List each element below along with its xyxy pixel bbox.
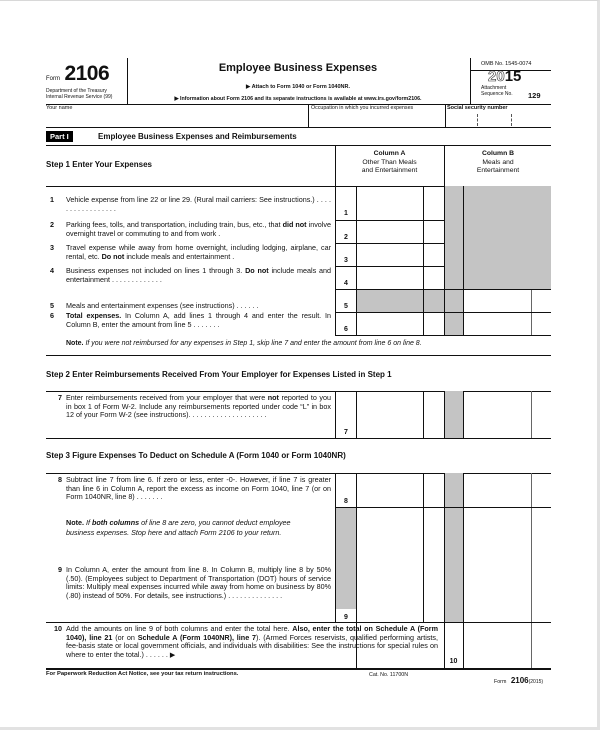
step1-note xyxy=(66,340,422,347)
info-instruction: ▶ Information about Form 2106 and its separate instructions is available at www.irs.gov/form2106. xyxy=(174,96,422,102)
occupation-field[interactable] xyxy=(310,112,444,127)
step3-heading-rule xyxy=(46,473,551,474)
footer-form-prefix: Form xyxy=(494,679,507,685)
line-3-text-bold: Do not xyxy=(101,251,125,261)
step1-heading: Step 1 Enter Your Expenses xyxy=(46,160,152,169)
attachment-sequence xyxy=(481,86,513,97)
line-4-col-a-cents[interactable] xyxy=(424,267,443,288)
step1-bottom-rule xyxy=(46,355,551,356)
form-bottom-rule xyxy=(46,668,551,670)
line-5-number: 5 xyxy=(50,301,54,310)
line-5-col-b-cents[interactable] xyxy=(532,290,551,311)
line-7-col-b-dollars[interactable] xyxy=(464,393,530,437)
line-10-text-mid: (or on xyxy=(112,632,138,642)
line-10-number: 10 xyxy=(54,624,62,633)
line-1-text: Vehicle expense from line 22 or line 29. (Rural mail carriers: See instructions.) . . . . . . . . . . . . . . . . . xyxy=(66,195,331,213)
line-3-text-pre: Travel expense while away from home overnight, including lodging, airplane, car rental, etc. xyxy=(66,243,331,261)
line-8-col-a-dollars[interactable] xyxy=(357,475,422,506)
form-title: Employee Business Expenses xyxy=(218,62,378,74)
line-10-box-number: 10 xyxy=(449,658,458,665)
line-2-text-pre: Parking fees, tolls, and transportation, including train, bus, etc., that xyxy=(66,220,283,229)
line-6-text-bold: Total expenses. xyxy=(66,311,122,320)
linenum-shade-note-8 xyxy=(336,507,356,609)
line-1-box-number: 1 xyxy=(344,210,348,217)
line-8-bottom-rule xyxy=(335,507,551,508)
line-6-text-post: In Column A, add lines 1 through 4 and enter the result. In Column B, enter the amount from line 5 . . . . . . . xyxy=(66,311,331,329)
step1-note-label: Note. xyxy=(66,340,84,347)
line-3-number: 3 xyxy=(50,243,54,252)
line-7-grid-separator xyxy=(444,391,445,438)
line-7-col-a-dollars[interactable] xyxy=(357,393,422,437)
omb-number: OMB No. 1545-0074 xyxy=(481,61,532,67)
line-4-text-pre: Business expenses not included on lines 1 through 3. xyxy=(66,266,246,275)
footer-form-year: (2015) xyxy=(528,679,544,685)
line-7-text xyxy=(66,394,331,420)
column-b-desc-2: Entertainment xyxy=(476,167,520,174)
occupation-label: Occupation in which you incurred expenses xyxy=(311,105,414,111)
line-4-text xyxy=(66,267,331,284)
line-1-number: 1 xyxy=(50,195,54,204)
step1-note-text: If you were not reimbursed for any expenses in Step 1, skip line 7 and enter the amount from line 6 on line 8. xyxy=(83,340,422,347)
line-7-bottom-rule xyxy=(46,438,551,439)
line-8-number: 8 xyxy=(58,475,62,484)
part1-badge: Part I xyxy=(46,131,73,142)
ssn-separator-1 xyxy=(477,114,478,126)
line-6-number: 6 xyxy=(50,311,54,320)
line-4-number: 4 xyxy=(50,266,54,275)
line-7-col-b-cents[interactable] xyxy=(532,393,551,437)
line-10-total-cents[interactable] xyxy=(532,624,551,667)
form-prefix: Form xyxy=(46,76,60,82)
footer-form-id xyxy=(494,670,543,688)
attach-instruction: ▶ Attach to Form 1040 or Form 1040NR. xyxy=(246,84,350,90)
line-10-total-dollars[interactable] xyxy=(464,624,530,667)
line-7-text-bold: not xyxy=(267,393,279,402)
line-1-col-a-cents[interactable] xyxy=(424,188,443,219)
line-7-text-post: reported to you in box 1 of Form W-2. Include any reimbursements reported under code “L” in box 12 of your Form W-2 (see instructions). . . . . . . . . . . . . . . . . . . . xyxy=(66,393,331,420)
line-6-text xyxy=(66,312,331,329)
step3-heading: Step 3 Figure Expenses To Deduct on Schedule A (Form 1040 or Form 1040NR) xyxy=(46,451,346,460)
name-field[interactable] xyxy=(46,112,306,127)
line-3-col-a-dollars[interactable] xyxy=(357,244,422,265)
column-a-heading xyxy=(336,150,443,176)
ssn-separator-2 xyxy=(511,114,512,126)
header-divider-left xyxy=(127,58,128,104)
row-rule-6 xyxy=(335,335,551,336)
line-9-col-a-dollars[interactable] xyxy=(357,590,422,621)
line-7-text-pre: Enter reimbursements received from your employer that were xyxy=(66,393,268,402)
line-2-text-bold: did not xyxy=(282,220,307,229)
line-2-text xyxy=(66,221,331,238)
line-8-note-label: Note. xyxy=(66,518,84,527)
header-divider-right xyxy=(470,58,471,104)
line-10-text-bold-2: Schedule A (Form 1040NR), line 7 xyxy=(137,632,257,642)
column-b-title: Column B xyxy=(481,150,515,157)
line-5-text: Meals and entertainment expenses (see instructions) . . . . . . xyxy=(66,301,259,310)
column-b-desc-1: Meals and xyxy=(482,158,514,166)
line-6-col-a-dollars[interactable] xyxy=(357,313,422,334)
line-9-number: 9 xyxy=(58,565,62,574)
column-a-title: Column A xyxy=(373,150,406,157)
line-7-col-a-cents[interactable] xyxy=(424,393,443,437)
line-8-note-emphasis: both columns xyxy=(91,518,140,527)
line-1-col-a-dollars[interactable] xyxy=(357,188,422,219)
identity-bottom-rule xyxy=(46,127,551,128)
line-6-col-a-cents[interactable] xyxy=(424,313,443,334)
line-4-box-number: 4 xyxy=(344,280,348,287)
step2-heading: Step 2 Enter Reimbursements Received From Your Employer for Expenses Listed in Step 1 xyxy=(46,370,392,379)
line-7-number: 7 xyxy=(58,393,62,402)
column-b-heading xyxy=(445,150,551,176)
line-3-box-number: 3 xyxy=(344,257,348,264)
line-10-text-pre: Add the amounts on line 9 of both columns and enter the total here. xyxy=(66,624,293,633)
form-number-block xyxy=(46,62,109,86)
line-8-note-pre: If xyxy=(83,518,92,527)
separator-shade-line-7 xyxy=(444,391,463,438)
line-7-box-number: 7 xyxy=(344,429,348,436)
sequence-label: Sequence No. xyxy=(481,90,513,97)
line-3-text xyxy=(66,244,331,261)
line-5-box-number: 5 xyxy=(344,303,348,310)
ssn-label: Social security number xyxy=(447,105,508,111)
line-8-note xyxy=(66,518,306,537)
line-6-col-b-cents[interactable] xyxy=(532,313,551,334)
line-9-box-number: 9 xyxy=(336,613,356,622)
department-label: Department of the Treasury xyxy=(46,88,107,94)
line-3-text-post: include meals and entertainment . xyxy=(124,251,235,261)
line-4-text-bold: Do not xyxy=(245,266,269,275)
ssn-field[interactable] xyxy=(447,112,550,127)
tax-year xyxy=(488,69,521,85)
sequence-number: 129 xyxy=(528,91,541,100)
line-10-text xyxy=(66,625,438,659)
line-4-text-post: include meals and entertainment . . . . . . . . . . . . . xyxy=(66,266,331,284)
column-a-desc-2: and Entertainment xyxy=(361,167,418,174)
tax-year-outline: 20 xyxy=(488,68,505,85)
line-2-box-number: 2 xyxy=(344,234,348,241)
line-8-note-post: of line 8 are zero, you cannot deduct employee business expenses. Stop here and attach Form 2106 to your return. xyxy=(66,518,291,537)
line-9-bottom-rule xyxy=(46,622,551,623)
part1-title-rule xyxy=(46,145,551,146)
line-8-col-a-cents[interactable] xyxy=(424,475,443,506)
separator-shade-step3 xyxy=(444,473,463,623)
attachment-label: Attachment xyxy=(481,85,507,91)
line-5-col-b-dollars[interactable] xyxy=(464,290,530,311)
irs-label: Internal Revenue Service (99) xyxy=(46,94,113,100)
line-10-text-post: ). (Armed Forces reservists, qualified performing artists, fee-basis state or local government officials, and individuals with disabilities: See the instructions for special rules on where to enter the total.) . . . . . . ▶ xyxy=(66,632,439,659)
column-a-desc-1: Other Than Meals xyxy=(362,158,417,166)
line-10-text-bold-1: Also, enter the total on Schedule A (Form 1040), line 21 xyxy=(66,624,438,642)
line-8-box-number: 8 xyxy=(344,498,348,505)
line-6-col-b-dollars[interactable] xyxy=(464,313,530,334)
line-9-col-b-dollars[interactable] xyxy=(464,590,530,621)
line-2-col-a-cents[interactable] xyxy=(424,221,443,242)
line-2-text-post: involve overnight travel or commuting to and from work . xyxy=(66,220,331,238)
line-6-box-number: 6 xyxy=(344,326,348,333)
occupation-ssn-divider xyxy=(445,104,446,128)
line-3-col-a-cents[interactable] xyxy=(424,244,443,265)
step2-heading-rule xyxy=(46,391,551,392)
agency-block xyxy=(46,88,131,100)
line-9-col-b-cents[interactable] xyxy=(532,590,551,621)
line-2-number: 2 xyxy=(50,220,54,229)
footer-form-number: 2106 xyxy=(510,676,529,685)
column-a-shade-line-5 xyxy=(356,289,444,312)
paperwork-notice: For Paperwork Reduction Act Notice, see your tax return instructions. xyxy=(46,671,239,677)
line-2-col-a-dollars[interactable] xyxy=(357,221,422,242)
line-4-col-a-dollars[interactable] xyxy=(357,267,422,288)
name-label: Your name xyxy=(46,105,73,111)
catalog-number: Cat. No. 11700N xyxy=(369,672,409,678)
name-occupation-divider xyxy=(308,104,309,128)
tax-year-bold: 15 xyxy=(504,68,522,85)
line-8-col-b-cents[interactable] xyxy=(532,475,551,506)
line-8-col-b-dollars[interactable] xyxy=(464,475,530,506)
line-8-text: Subtract line 7 from line 6. If zero or less, enter -0-. However, if line 7 is greater than line 6 in Column A, report the excess as income on Form 1040, line 7 (or on Form 1040NR, line 8) . . . . . . . xyxy=(66,475,331,502)
part1-title: Employee Business Expenses and Reimbursements xyxy=(98,132,297,141)
line-9-text: In Column A, enter the amount from line 8. In Column B, multiply line 8 by 50% (.50). (Employees subject to Department of Transportation (DOT) hours of service limits: Multiply meal expenses incurred while away from home on business by 80% (.80) instead of 50%. For details, see instructions.) . . . . . . . . . . . . . . xyxy=(66,565,331,600)
form-number: 2106 xyxy=(64,62,110,85)
step3-grid-linenum xyxy=(335,473,336,623)
line-9-col-a-cents[interactable] xyxy=(424,590,443,621)
